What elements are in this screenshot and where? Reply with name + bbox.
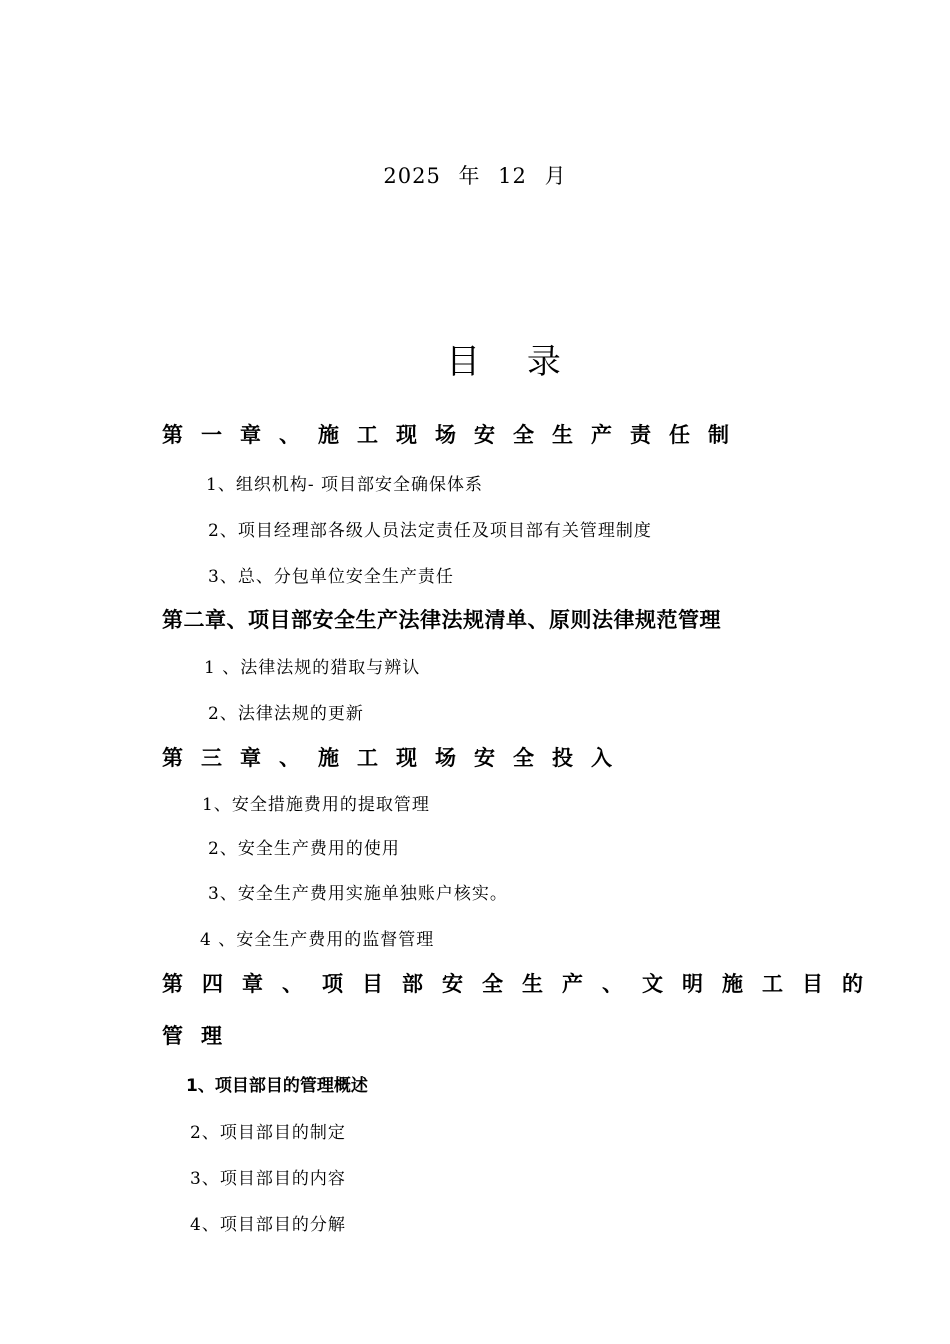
chapter-3-item-2[interactable]: 2、安全生产费用的使用 bbox=[208, 839, 400, 859]
chapter-1-item-3[interactable]: 3、总、分包单位安全生产责任 bbox=[208, 567, 454, 587]
chapter-3-item-3[interactable]: 3、安全生产费用实施单独账户核实。 bbox=[208, 884, 508, 904]
chapter-1-item-2[interactable]: 2、项目经理部各级人员法定责任及项目部有关管理制度 bbox=[208, 521, 652, 541]
chapter-4-title-line-2[interactable]: 管理 bbox=[162, 1024, 240, 1048]
chapter-4-item-1[interactable]: 1、项目部目的管理概述 bbox=[186, 1076, 368, 1096]
chapter-3-title[interactable]: 第三章、施工现场安全投入 bbox=[162, 746, 630, 770]
toc-title: 目 录 bbox=[446, 342, 579, 382]
chapter-2-title[interactable]: 第二章、项目部安全生产法律法规清单、原则法律规范管理 bbox=[162, 608, 721, 632]
chapter-4-title-line-1[interactable]: 第四章、项目部安全生产、文明施工目的 bbox=[162, 972, 882, 996]
chapter-4-item-4[interactable]: 4、项目部目的分解 bbox=[190, 1215, 346, 1235]
chapter-2-item-2[interactable]: 2、法律法规的更新 bbox=[208, 704, 364, 724]
document-date: 2025 年 12 月 bbox=[383, 164, 567, 188]
chapter-3-item-4[interactable]: 4 、安全生产费用的监督管理 bbox=[200, 930, 435, 950]
chapter-4-item-3[interactable]: 3、项目部目的内容 bbox=[190, 1169, 346, 1189]
chapter-2-item-1[interactable]: 1 、法律法规的猎取与辨认 bbox=[204, 658, 421, 678]
chapter-3-item-1[interactable]: 1、安全措施费用的提取管理 bbox=[202, 795, 430, 815]
chapter-4-item-2[interactable]: 2、项目部目的制定 bbox=[190, 1123, 346, 1143]
chapter-1-title[interactable]: 第一章、施工现场安全生产责任制 bbox=[162, 423, 747, 447]
chapter-1-item-1[interactable]: 1、组织机构- 项目部安全确保体系 bbox=[206, 475, 483, 495]
